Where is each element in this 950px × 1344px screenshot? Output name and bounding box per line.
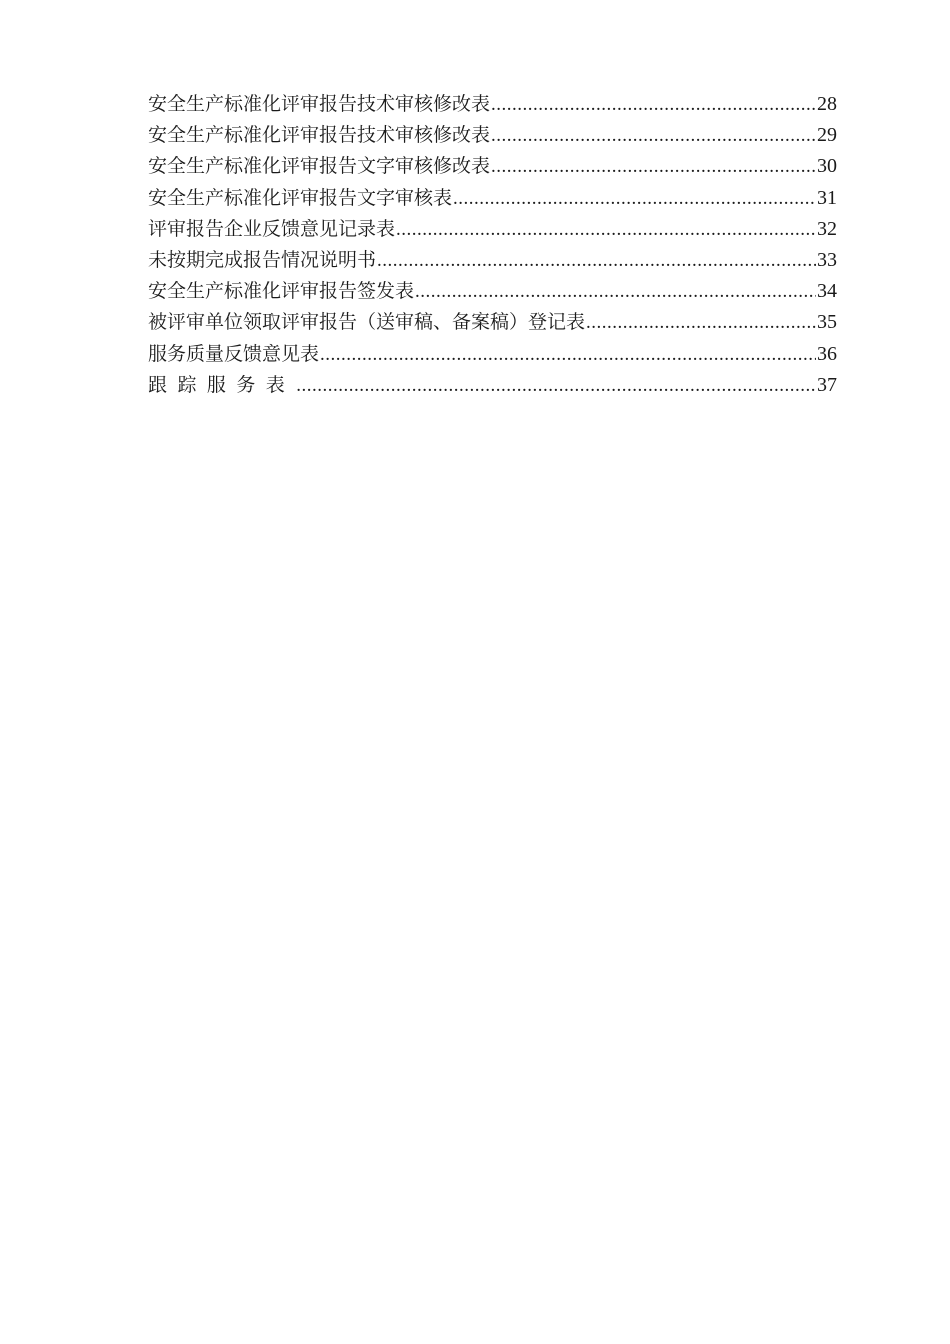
toc-entry[interactable] <box>148 151 837 182</box>
toc-entry-page: 31 <box>817 186 837 209</box>
toc-entry-title: 安全生产标准化评审报告技术审核修改表 <box>148 93 491 115</box>
toc-entry-title: 安全生产标准化评审报告文字审核修改表 <box>148 155 491 178</box>
toc-entry[interactable] <box>148 120 837 151</box>
toc-entry-title: 评审报告企业反馈意见记录表 <box>148 217 396 240</box>
toc-entry-page: 28 <box>817 93 837 115</box>
toc-entry[interactable] <box>148 245 837 276</box>
toc-entry-page: 30 <box>817 155 837 178</box>
table-of-contents <box>148 89 837 401</box>
toc-entry[interactable] <box>148 183 837 214</box>
toc-entry-title: 被评审单位领取评审报告（送审稿、备案稿）登记表 <box>148 311 586 334</box>
toc-entry[interactable] <box>148 339 837 370</box>
toc-dot-leader <box>296 370 816 401</box>
toc-dot-leader <box>491 151 816 182</box>
toc-entry[interactable] <box>148 276 837 307</box>
toc-entry[interactable] <box>148 89 837 120</box>
toc-entry-title: 跟踪服务表 <box>148 373 296 396</box>
toc-entry[interactable] <box>148 214 837 245</box>
toc-entry-page: 32 <box>817 217 837 240</box>
toc-dot-leader <box>415 276 816 307</box>
toc-entry-page: 34 <box>817 280 837 303</box>
toc-dot-leader <box>491 89 816 120</box>
toc-dot-leader <box>586 307 816 338</box>
toc-dot-leader <box>377 245 816 276</box>
toc-entry-page: 35 <box>817 311 837 334</box>
toc-entry[interactable] <box>148 307 837 338</box>
toc-dot-leader <box>453 183 816 214</box>
toc-dot-leader <box>320 339 816 370</box>
toc-entry-title: 安全生产标准化评审报告签发表 <box>148 280 415 303</box>
toc-entry-page: 37 <box>817 373 837 396</box>
toc-dot-leader <box>491 120 816 151</box>
toc-entry-title: 服务质量反馈意见表 <box>148 342 320 365</box>
toc-entry-page: 29 <box>817 124 837 147</box>
toc-entry-page: 36 <box>817 342 837 365</box>
toc-dot-leader <box>396 214 816 245</box>
toc-entry[interactable] <box>148 370 837 401</box>
toc-entry-title: 安全生产标准化评审报告文字审核表 <box>148 186 453 209</box>
toc-entry-page: 33 <box>817 248 837 271</box>
toc-entry-title: 安全生产标准化评审报告技术审核修改表 <box>148 124 491 147</box>
toc-entry-title: 未按期完成报告情况说明书 <box>148 248 377 271</box>
